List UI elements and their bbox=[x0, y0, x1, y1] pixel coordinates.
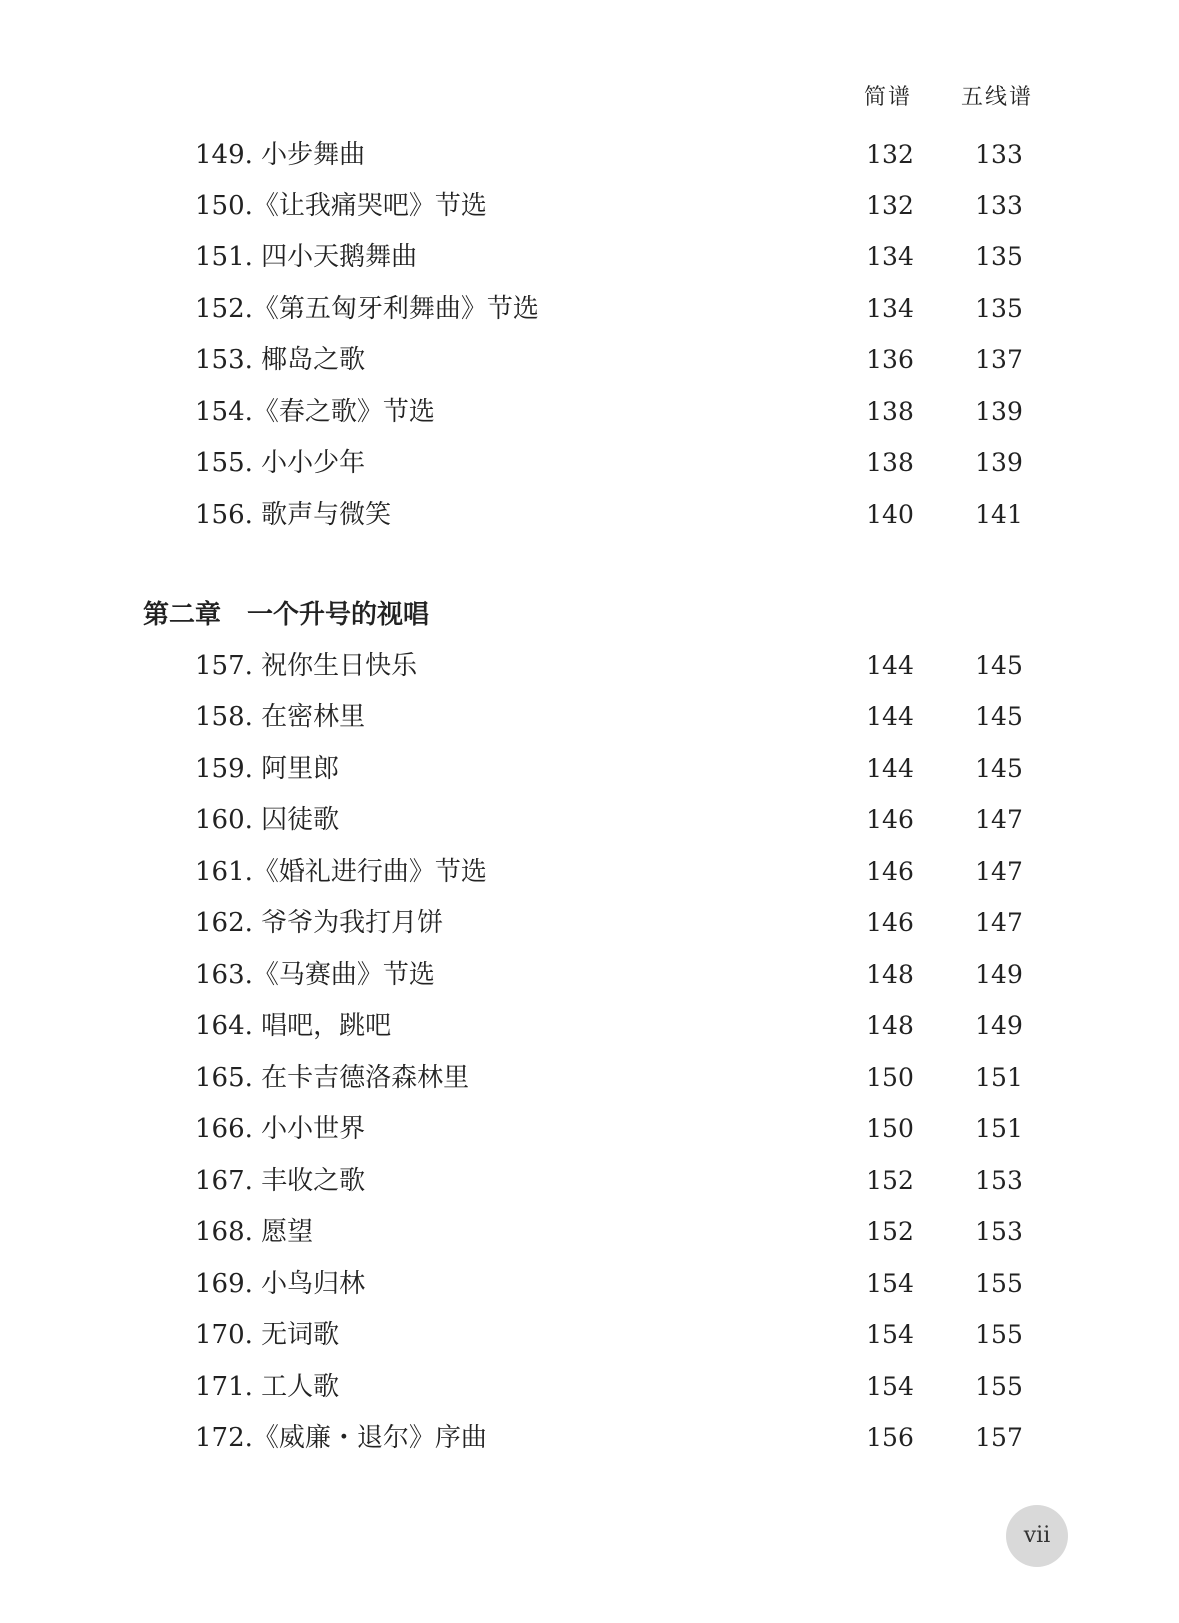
entry-title: 166. 小小世界 bbox=[195, 1114, 366, 1144]
entry-page-wuxianpu: 151 bbox=[975, 1063, 1023, 1092]
entry-page-jianpu: 144 bbox=[866, 702, 914, 731]
entry-title: 167. 丰收之歌 bbox=[195, 1166, 366, 1196]
toc-entry[interactable] bbox=[0, 749, 1179, 789]
entry-title: 160. 囚徒歌 bbox=[195, 805, 340, 835]
entry-page-jianpu: 154 bbox=[866, 1269, 914, 1298]
entry-title: 156. 歌声与微笑 bbox=[195, 500, 392, 530]
entry-title: 159. 阿里郎 bbox=[195, 754, 340, 784]
toc-entry[interactable] bbox=[0, 1212, 1179, 1252]
entry-page-wuxianpu: 133 bbox=[975, 140, 1023, 169]
entry-page-wuxianpu: 145 bbox=[975, 651, 1023, 680]
entry-title: 157. 祝你生日快乐 bbox=[195, 651, 418, 681]
entry-page-jianpu: 144 bbox=[866, 651, 914, 680]
toc-entry[interactable] bbox=[0, 135, 1179, 175]
entry-page-jianpu: 152 bbox=[866, 1166, 914, 1195]
entry-page-wuxianpu: 145 bbox=[975, 754, 1023, 783]
entry-page-wuxianpu: 155 bbox=[975, 1320, 1023, 1349]
entry-title: 168. 愿望 bbox=[195, 1217, 314, 1247]
entry-page-jianpu: 146 bbox=[866, 857, 914, 886]
entry-page-jianpu: 144 bbox=[866, 754, 914, 783]
entry-page-wuxianpu: 153 bbox=[975, 1217, 1023, 1246]
entry-page-wuxianpu: 149 bbox=[975, 1011, 1023, 1040]
entry-page-wuxianpu: 147 bbox=[975, 857, 1023, 886]
entry-title: 171. 工人歌 bbox=[195, 1372, 340, 1402]
entry-page-jianpu: 134 bbox=[866, 242, 914, 271]
entry-page-wuxianpu: 151 bbox=[975, 1114, 1023, 1143]
entry-title: 162. 爷爷为我打月饼 bbox=[195, 908, 444, 938]
entry-page-jianpu: 150 bbox=[866, 1063, 914, 1092]
toc-entry[interactable] bbox=[0, 1109, 1179, 1149]
entry-title: 170. 无词歌 bbox=[195, 1320, 340, 1350]
entry-page-jianpu: 148 bbox=[866, 960, 914, 989]
entry-page-jianpu: 132 bbox=[866, 191, 914, 220]
entry-title: 150.《让我痛哭吧》节选 bbox=[195, 191, 487, 221]
entry-page-jianpu: 156 bbox=[866, 1423, 914, 1452]
entry-page-jianpu: 148 bbox=[866, 1011, 914, 1040]
entry-title: 164. 唱吧，跳吧 bbox=[195, 1011, 392, 1041]
entry-page-wuxianpu: 141 bbox=[975, 500, 1023, 529]
toc-entry[interactable] bbox=[0, 1006, 1179, 1046]
entry-title: 153. 椰岛之歌 bbox=[195, 345, 366, 375]
column-header-jianpu: 简谱 bbox=[863, 85, 912, 110]
toc-entry[interactable] bbox=[0, 289, 1179, 329]
entry-page-wuxianpu: 153 bbox=[975, 1166, 1023, 1195]
toc-entry[interactable] bbox=[0, 697, 1179, 737]
entry-title: 161.《婚礼进行曲》节选 bbox=[195, 857, 487, 887]
toc-entry[interactable] bbox=[0, 495, 1179, 535]
toc-entry[interactable] bbox=[0, 1161, 1179, 1201]
toc-entry[interactable] bbox=[0, 1418, 1179, 1458]
entry-page-wuxianpu: 157 bbox=[975, 1423, 1023, 1452]
entry-page-jianpu: 154 bbox=[866, 1320, 914, 1349]
entry-page-jianpu: 140 bbox=[866, 500, 914, 529]
chapter-heading[interactable]: 第二章 一个升号的视唱 bbox=[143, 600, 430, 630]
entry-page-jianpu: 138 bbox=[866, 448, 914, 477]
column-headers bbox=[0, 80, 1179, 114]
entry-page-wuxianpu: 137 bbox=[975, 345, 1023, 374]
toc-entry[interactable] bbox=[0, 955, 1179, 995]
entry-title: 154.《春之歌》节选 bbox=[195, 397, 435, 427]
entry-page-wuxianpu: 155 bbox=[975, 1269, 1023, 1298]
toc-entry[interactable] bbox=[0, 903, 1179, 943]
entry-title: 155. 小小少年 bbox=[195, 448, 366, 478]
entry-page-wuxianpu: 139 bbox=[975, 397, 1023, 426]
toc-entry[interactable] bbox=[0, 186, 1179, 226]
entry-title: 172.《威廉・退尔》序曲 bbox=[195, 1423, 487, 1453]
toc-entry[interactable] bbox=[0, 1315, 1179, 1355]
toc-entry[interactable] bbox=[0, 800, 1179, 840]
entry-page-wuxianpu: 135 bbox=[975, 242, 1023, 271]
entry-title: 163.《马赛曲》节选 bbox=[195, 960, 435, 990]
entry-page-jianpu: 154 bbox=[866, 1372, 914, 1401]
toc-entry[interactable] bbox=[0, 1367, 1179, 1407]
entry-page-jianpu: 136 bbox=[866, 345, 914, 374]
entry-page-wuxianpu: 135 bbox=[975, 294, 1023, 323]
toc-entry[interactable] bbox=[0, 646, 1179, 686]
entry-page-jianpu: 146 bbox=[866, 805, 914, 834]
entry-page-wuxianpu: 149 bbox=[975, 960, 1023, 989]
entry-title: 152.《第五匈牙利舞曲》节选 bbox=[195, 294, 539, 324]
entry-page-wuxianpu: 133 bbox=[975, 191, 1023, 220]
entry-page-jianpu: 152 bbox=[866, 1217, 914, 1246]
toc-entry[interactable] bbox=[0, 237, 1179, 277]
entry-title: 169. 小鸟归林 bbox=[195, 1269, 366, 1299]
entry-page-jianpu: 146 bbox=[866, 908, 914, 937]
toc-entry[interactable] bbox=[0, 443, 1179, 483]
column-header-wuxianpu: 五线谱 bbox=[960, 85, 1033, 110]
entry-page-wuxianpu: 147 bbox=[975, 805, 1023, 834]
page-number-badge: vii bbox=[1006, 1505, 1068, 1567]
entry-title: 158. 在密林里 bbox=[195, 702, 366, 732]
entry-page-jianpu: 138 bbox=[866, 397, 914, 426]
entry-page-wuxianpu: 155 bbox=[975, 1372, 1023, 1401]
entry-title: 151. 四小天鹅舞曲 bbox=[195, 242, 418, 272]
toc-entry[interactable] bbox=[0, 340, 1179, 380]
toc-entry[interactable] bbox=[0, 392, 1179, 432]
entry-page-jianpu: 150 bbox=[866, 1114, 914, 1143]
entry-page-wuxianpu: 147 bbox=[975, 908, 1023, 937]
entry-page-jianpu: 134 bbox=[866, 294, 914, 323]
toc-entry[interactable] bbox=[0, 852, 1179, 892]
toc-entry[interactable] bbox=[0, 1264, 1179, 1304]
entry-page-wuxianpu: 145 bbox=[975, 702, 1023, 731]
entry-page-jianpu: 132 bbox=[866, 140, 914, 169]
entry-page-wuxianpu: 139 bbox=[975, 448, 1023, 477]
entry-title: 149. 小步舞曲 bbox=[195, 140, 366, 170]
entry-title: 165. 在卡吉德洛森林里 bbox=[195, 1063, 470, 1093]
toc-entry[interactable] bbox=[0, 1058, 1179, 1098]
